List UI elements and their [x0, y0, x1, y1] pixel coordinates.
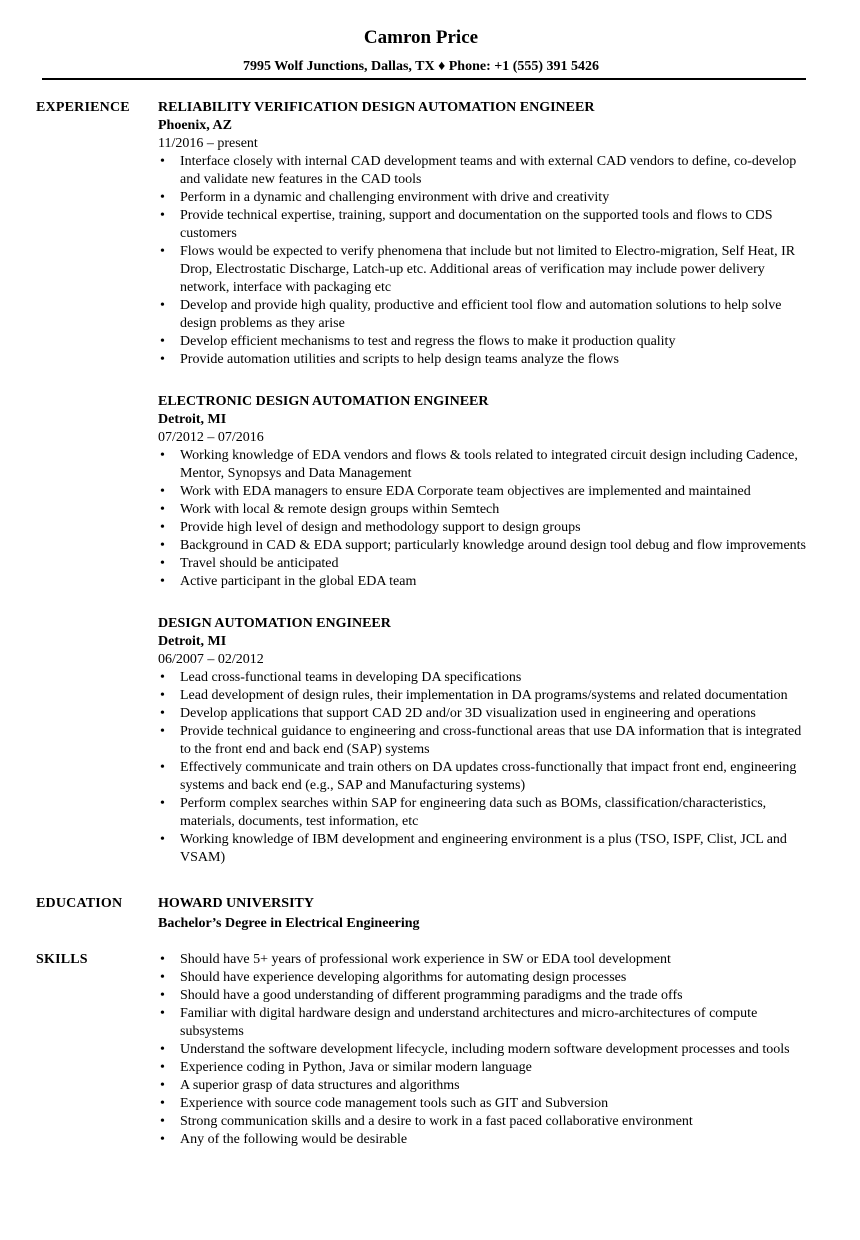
- section-label-education: EDUCATION: [36, 896, 123, 911]
- education-body: [158, 895, 806, 933]
- bullet-item: • Perform in a dynamic and challenging environment with drive and creativity: [158, 189, 806, 207]
- job-location: Phoenix, AZ: [158, 118, 232, 133]
- job-dates: 07/2012 – 07/2016: [158, 430, 264, 445]
- bullet-item: • Experience with source code management tools such as GIT and Subversion: [158, 1095, 806, 1113]
- job-bullets: [158, 153, 806, 369]
- section-label-skills: SKILLS: [36, 952, 88, 967]
- bullet-item: • Travel should be anticipated: [158, 555, 806, 573]
- job-entry: [158, 99, 806, 369]
- job-dates: 11/2016 – present: [158, 136, 258, 151]
- job-bullets: [158, 669, 806, 867]
- contact-info: 7995 Wolf Junctions, Dallas, TX ♦ Phone: +1 (555) 391 5426: [242, 59, 600, 74]
- job-bullets: [158, 447, 806, 591]
- job-location: Detroit, MI: [158, 412, 227, 427]
- resume-header: [36, 0, 806, 76]
- bullet-item: • Understand the software development lifecycle, including modern software development processes and tools: [158, 1041, 806, 1059]
- bullet-item: • Provide high level of design and methodology support to design groups: [158, 519, 806, 537]
- bullet-item: • Flows would be expected to verify phenomena that include but not limited to Electro-migration, Self Heat, IR Drop, Electrostatic Discharge, Latch-up etc. Additional areas of verification may include power delivery network, interface with packaging etc: [158, 243, 806, 297]
- header-divider: [42, 78, 806, 80]
- bullet-item: • Strong communication skills and a desire to work in a fast paced collaborative environment: [158, 1113, 806, 1131]
- bullet-item: • Lead development of design rules, their implementation in DA programs/systems and related documentation: [158, 687, 806, 705]
- candidate-name: Camron Price: [363, 27, 479, 48]
- experience-section: [36, 99, 806, 867]
- bullet-item: • A superior grasp of data structures and algorithms: [158, 1077, 806, 1095]
- job-location: Detroit, MI: [158, 634, 227, 649]
- skills-section: [36, 951, 806, 1149]
- bullet-item: • Active participant in the global EDA team: [158, 573, 806, 591]
- bullet-item: • Familiar with digital hardware design and understand architectures and micro-architectures of compute subsystems: [158, 1005, 806, 1041]
- bullet-item: • Interface closely with internal CAD development teams and with external CAD vendors to define, co-develop and validate new features in the CAD tools: [158, 153, 806, 189]
- skills-body: [158, 951, 806, 1149]
- bullet-item: • Effectively communicate and train others on DA updates cross-functionally that impact front end, engineering systems and back end (e.g., SAP and Manufacturing systems): [158, 759, 806, 795]
- bullet-item: • Work with local & remote design groups within Semtech: [158, 501, 806, 519]
- bullet-item: • Develop efficient mechanisms to test and regress the flows to make it production quality: [158, 333, 806, 351]
- bullet-item: • Working knowledge of IBM development and engineering environment is a plus (TSO, ISPF, Clist, JCL and VSAM): [158, 831, 806, 867]
- job-title: DESIGN AUTOMATION ENGINEER: [158, 616, 391, 631]
- bullet-item: • Provide technical guidance to engineering and cross-functional areas that use DA information that is integrated to the front end and back end (SAP) systems: [158, 723, 806, 759]
- job-title: RELIABILITY VERIFICATION DESIGN AUTOMATION ENGINEER: [158, 100, 595, 115]
- degree: Bachelor’s Degree in Electrical Engineering: [158, 916, 420, 931]
- bullet-item: • Provide automation utilities and scripts to help design teams analyze the flows: [158, 351, 806, 369]
- skills-bullets: [158, 951, 806, 1149]
- section-label-experience: EXPERIENCE: [36, 100, 130, 115]
- education-section: [36, 895, 806, 933]
- bullet-item: • Provide technical expertise, training, support and documentation on the supported tools and flows to CDS customers: [158, 207, 806, 243]
- bullet-item: • Should have a good understanding of different programming paradigms and the trade offs: [158, 987, 806, 1005]
- bullet-item: • Develop applications that support CAD 2D and/or 3D visualization used in engineering and operations: [158, 705, 806, 723]
- bullet-item: • Work with EDA managers to ensure EDA Corporate team objectives are implemented and maintained: [158, 483, 806, 501]
- bullet-item: • Lead cross-functional teams in developing DA specifications: [158, 669, 806, 687]
- bullet-item: • Should have experience developing algorithms for automating design processes: [158, 969, 806, 987]
- job-entry: [158, 393, 806, 591]
- job-dates: 06/2007 – 02/2012: [158, 652, 264, 667]
- bullet-item: • Perform complex searches within SAP for engineering data such as BOMs, classification/characteristics, materials, documents, test information, etc: [158, 795, 806, 831]
- bullet-item: • Experience coding in Python, Java or similar modern language: [158, 1059, 806, 1077]
- bullet-item: • Any of the following would be desirable: [158, 1131, 806, 1149]
- bullet-item: • Should have 5+ years of professional work experience in SW or EDA tool development: [158, 951, 806, 969]
- school-name: HOWARD UNIVERSITY: [158, 896, 314, 911]
- bullet-item: • Background in CAD & EDA support; particularly knowledge around design tool debug and flow improvements: [158, 537, 806, 555]
- bullet-item: • Develop and provide high quality, productive and efficient tool flow and automation solutions to help solve design problems as they arise: [158, 297, 806, 333]
- job-title: ELECTRONIC DESIGN AUTOMATION ENGINEER: [158, 394, 489, 409]
- job-entry: [158, 615, 806, 867]
- experience-body: [158, 99, 806, 867]
- bullet-item: • Working knowledge of EDA vendors and flows & tools related to integrated circuit design including Cadence, Mentor, Synopsys and Data Management: [158, 447, 806, 483]
